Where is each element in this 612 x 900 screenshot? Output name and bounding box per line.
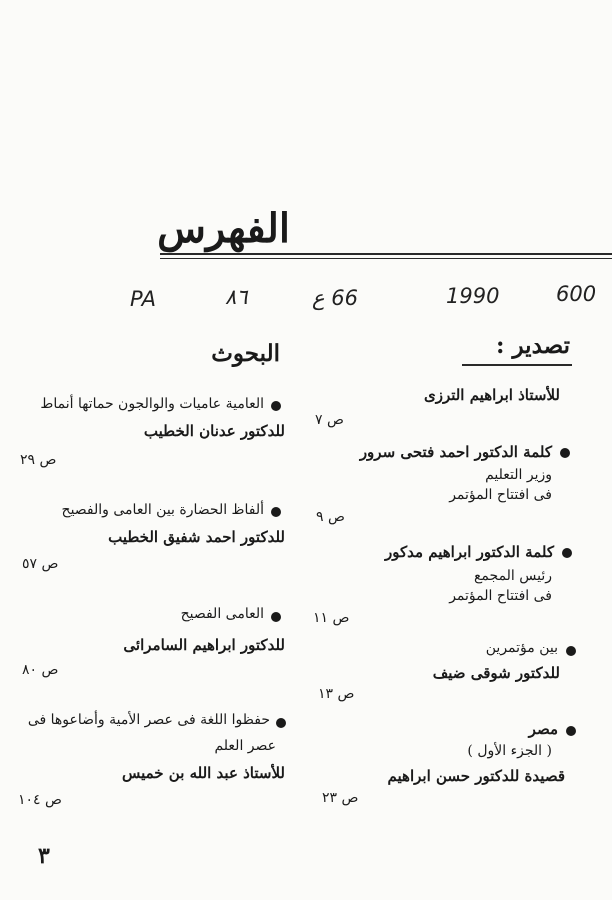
title-rule [160,253,612,255]
entry-title: للأستاذ ابراهيم الترزى [423,386,560,404]
entry-subtitle: ( الجزء الأول ) [467,743,552,759]
bullet-icon [560,448,570,458]
page-ref: ص ١٠٤ [18,792,62,808]
page-ref: ص ٧ [315,412,344,428]
entry-author: قصيدة للدكتور حسن ابراهيم [387,767,565,785]
entry-title: كلمة الدكتور احمد فتحى سرور [359,443,552,461]
bullet-icon [271,612,281,622]
page-ref: ص ٩ [316,509,345,525]
bullet-icon [566,646,576,656]
entry-title: ألفاظ الحضارة بين العامى والفصيح [61,502,264,518]
handwritten-note-3: 66 ع [312,286,358,310]
entry-title: العامى الفصيح [180,606,264,622]
entry-subtitle: فى افتتاح المؤتمر [449,487,552,503]
page-ref: ص ١١ [313,610,350,626]
page-ref: ص ٨٠ [22,662,59,678]
handwritten-note-1: 600 [556,282,597,306]
page-number: ٣ [38,843,50,869]
handwritten-note-4: ٨٦ [225,285,248,309]
entry-author: للأستاذ عبد الله بن خميس [121,764,285,782]
entry-subtitle: وزير التعليم [485,467,552,483]
bullet-icon [271,507,281,517]
page-ref: ص ٢٩ [20,452,57,468]
entry-author: للدكتور احمد شفيق الخطيب [108,528,285,546]
entry-title: كلمة الدكتور ابراهيم مدكور [384,543,554,561]
entry-author: للدكتور ابراهيم السامرائى [123,636,285,654]
entry-author: للدكتور عدنان الخطيب [143,422,285,440]
page-ref: ص ٢٣ [322,790,359,806]
right-column-heading: تصدير : [495,332,570,359]
page-ref: ص ١٣ [318,686,355,702]
entry-title-continued: عصر العلم [214,738,276,754]
page-title: الفهرس [157,205,290,252]
bullet-icon [276,718,286,728]
bullet-icon [566,726,576,736]
entry-title: بين مؤتمرين [485,640,558,656]
entry-subtitle: فى افتتاح المؤتمر [449,588,552,604]
entry-title: العامية عاميات والوالجون حماتها أنماط [40,396,264,412]
handwritten-note-2: 1990 [446,284,500,308]
left-column-heading: البحوث [211,340,280,367]
right-heading-underline [462,364,572,366]
bullet-icon [271,401,281,411]
page-ref: ص ٥٧ [22,556,59,572]
bullet-icon [562,548,572,558]
entry-title: حفظوا اللغة فى عصر الأمية وأضاعوها فى [27,712,270,728]
entry-title: مصر [528,720,558,738]
handwritten-note-5: PA [130,287,156,311]
entry-subtitle: رئيس المجمع [473,568,552,584]
entry-author: للدكتور شوقى ضيف [432,664,560,682]
title-rule-thin [160,258,612,259]
